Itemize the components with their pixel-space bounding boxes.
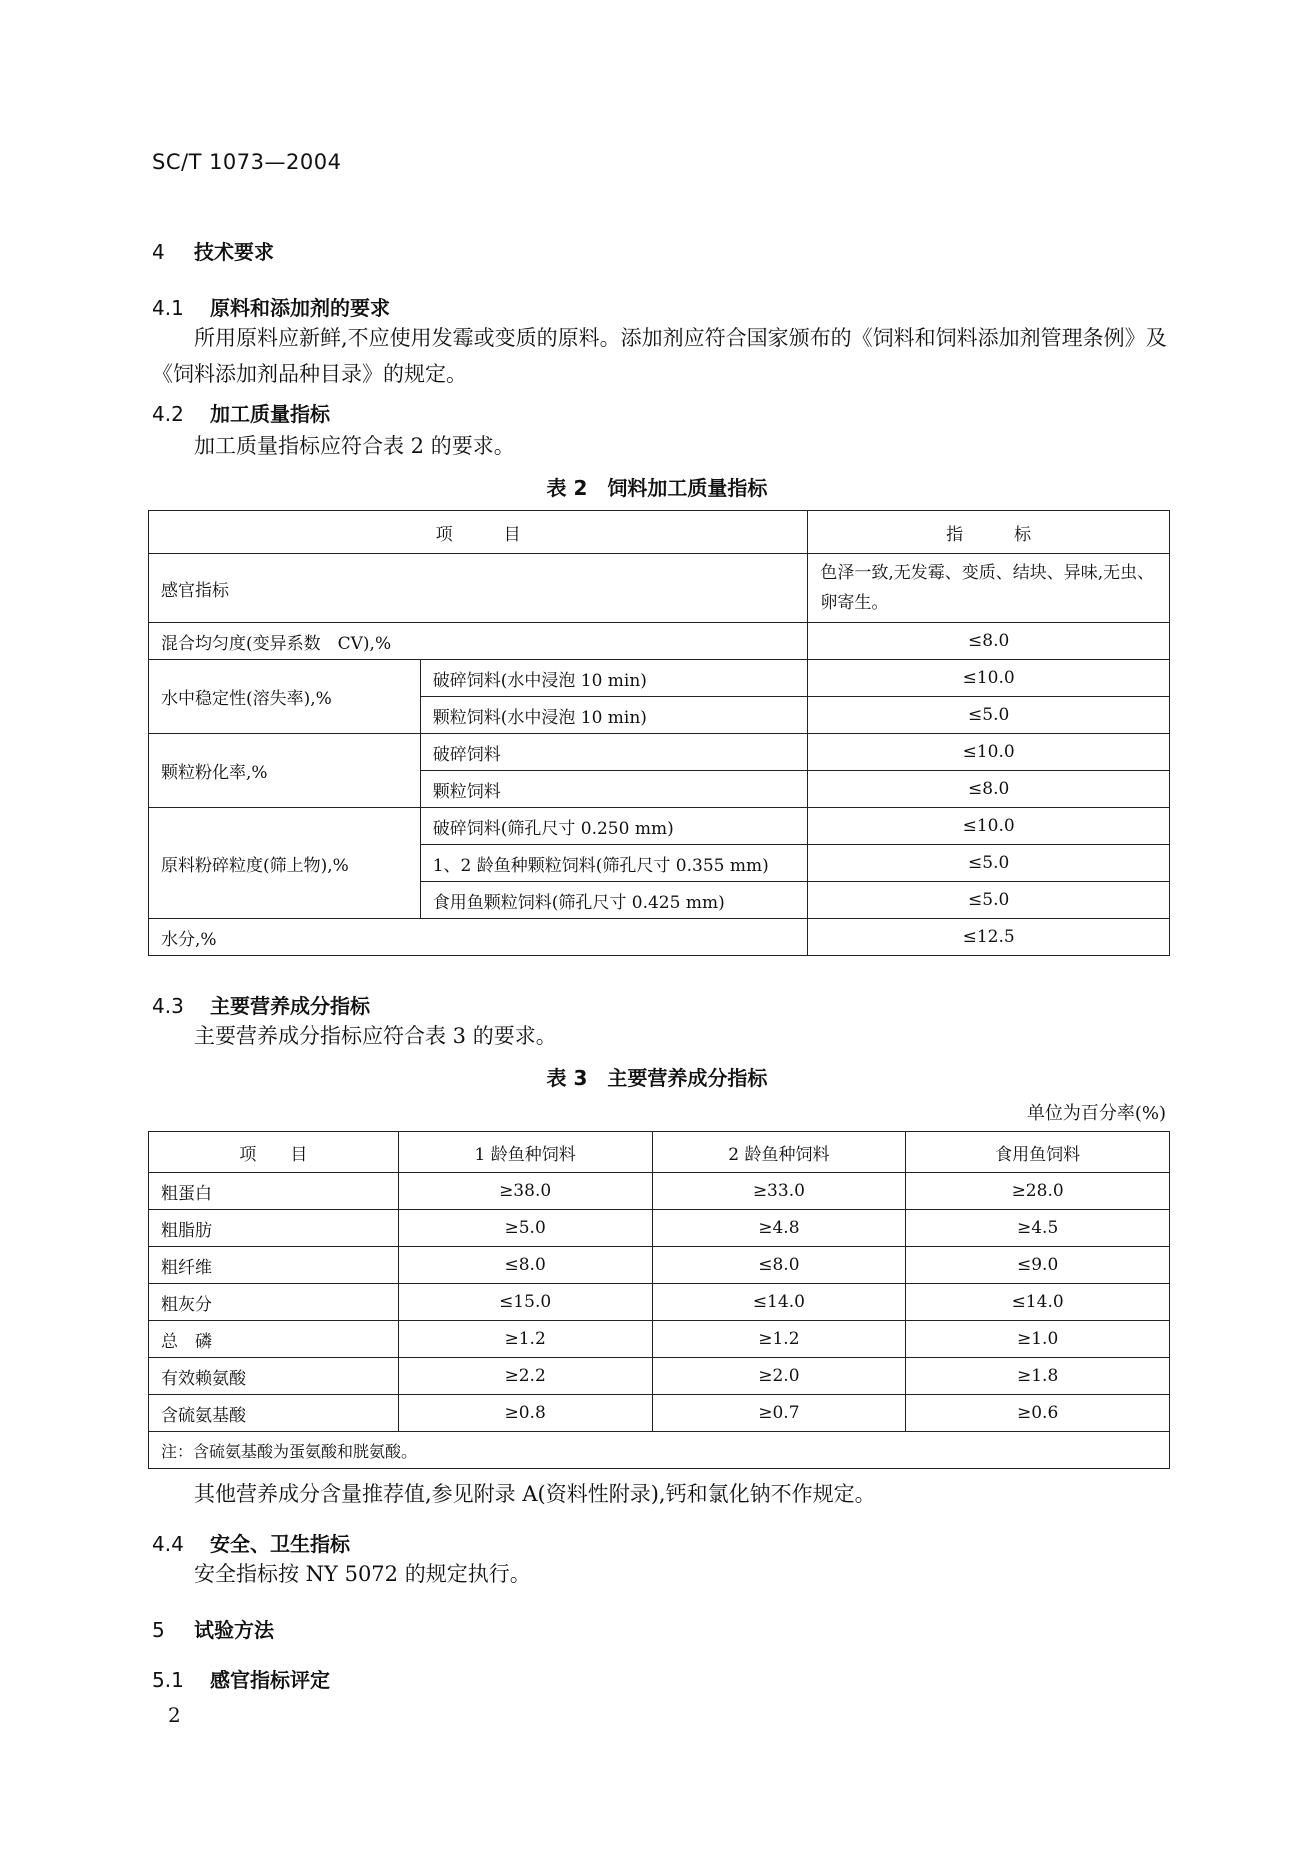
row-value: ≤8.0 (808, 771, 1170, 808)
section-title: 感官指标评定 (210, 1668, 330, 1692)
table-row (149, 1321, 1170, 1358)
row-value: ≤15.0 (398, 1284, 652, 1321)
row-label: 水分,% (149, 919, 808, 956)
row-label: 原料粉碎粒度(筛上物),% (149, 808, 421, 919)
row-value: ≤8.0 (652, 1247, 906, 1284)
row-value: ≤14.0 (652, 1284, 906, 1321)
header-cell: 项 目 (149, 1132, 399, 1173)
header-index: 指 标 (808, 511, 1170, 554)
section-title: 主要营养成分指标 (210, 994, 370, 1018)
table-row (149, 1173, 1170, 1210)
row-value: ≤8.0 (398, 1247, 652, 1284)
row-label: 含硫氨基酸 (149, 1395, 399, 1432)
table-row (149, 1358, 1170, 1395)
section-title: 技术要求 (194, 240, 274, 264)
row-label: 有效赖氨酸 (149, 1358, 399, 1395)
section-title: 试验方法 (194, 1618, 274, 1642)
row-value: ≥1.2 (652, 1321, 906, 1358)
section-4-1-heading (152, 292, 390, 321)
table-row (149, 554, 1170, 623)
table-row (149, 1210, 1170, 1247)
row-label: 粗蛋白 (149, 1173, 399, 1210)
section-5-1-heading (152, 1664, 330, 1693)
row-value: ≥2.2 (398, 1358, 652, 1395)
row-label: 水中稳定性(溶失率),% (149, 660, 421, 734)
header-cell: 1 龄鱼种饲料 (398, 1132, 652, 1173)
section-title: 原料和添加剂的要求 (210, 296, 390, 320)
row-value: ≥38.0 (398, 1173, 652, 1210)
table-2 (148, 510, 1170, 956)
table-row (149, 660, 1170, 697)
table-note: 注：含硫氨基酸为蛋氨酸和胱氨酸。 (149, 1432, 1170, 1469)
row-value: ≥0.6 (906, 1395, 1170, 1432)
row-value: ≥4.5 (906, 1210, 1170, 1247)
row-label: 感官指标 (149, 554, 808, 623)
row-label: 混合均匀度(变异系数 CV),% (149, 623, 808, 660)
row-sub-label: 破碎饲料(水中浸泡 10 min) (420, 660, 808, 697)
table-note-row (149, 1432, 1170, 1469)
table-row (149, 1247, 1170, 1284)
row-value: ≤5.0 (808, 845, 1170, 882)
row-value: ≤10.0 (808, 808, 1170, 845)
row-label: 粗灰分 (149, 1284, 399, 1321)
row-label: 颗粒粉化率,% (149, 734, 421, 808)
header-cell: 食用鱼饲料 (906, 1132, 1170, 1173)
row-sub-label: 颗粒饲料 (420, 771, 808, 808)
row-value: ≥0.8 (398, 1395, 652, 1432)
row-sub-label: 颗粒饲料(水中浸泡 10 min) (420, 697, 808, 734)
row-value: ≥1.8 (906, 1358, 1170, 1395)
section-number: 5.1 (152, 1668, 184, 1692)
row-value: ≤9.0 (906, 1247, 1170, 1284)
table-2-caption: 表 2 饲料加工质量指标 (546, 476, 768, 500)
section-4-4-heading (152, 1528, 350, 1557)
section-title: 安全、卫生指标 (210, 1532, 350, 1556)
section-number: 5 (152, 1618, 165, 1642)
row-value: ≤5.0 (808, 697, 1170, 734)
row-value: ≥1.0 (906, 1321, 1170, 1358)
section-number: 4.2 (152, 402, 184, 426)
section-4-4-body: 安全指标按 NY 5072 的规定执行。 (194, 1562, 531, 1586)
header-item: 项 目 (149, 511, 808, 554)
row-value: ≤8.0 (808, 623, 1170, 660)
table-header-row (149, 511, 1170, 554)
row-value: ≤14.0 (906, 1284, 1170, 1321)
row-value: ≥2.0 (652, 1358, 906, 1395)
table-3 (148, 1131, 1170, 1469)
section-number: 4.1 (152, 296, 184, 320)
row-value: ≥0.7 (652, 1395, 906, 1432)
section-number: 4 (152, 240, 165, 264)
section-title: 加工质量指标 (210, 402, 330, 426)
row-value: ≥5.0 (398, 1210, 652, 1247)
section-number: 4.4 (152, 1532, 184, 1556)
row-value: ≥28.0 (906, 1173, 1170, 1210)
section-number: 4.3 (152, 994, 184, 1018)
table-row (149, 919, 1170, 956)
table-row (149, 623, 1170, 660)
section-4-3-heading (152, 990, 370, 1019)
section-4-3-body: 主要营养成分指标应符合表 3 的要求。 (194, 1024, 557, 1048)
row-value: ≤10.0 (808, 660, 1170, 697)
row-sub-label: 破碎饲料(筛孔尺寸 0.250 mm) (420, 808, 808, 845)
row-label: 粗纤维 (149, 1247, 399, 1284)
row-value: ≥4.8 (652, 1210, 906, 1247)
paragraph-after-table-3: 其他营养成分含量推荐值,参见附录 A(资料性附录),钙和氯化钠不作规定。 (194, 1482, 876, 1506)
section-5-heading (152, 1614, 274, 1643)
row-value: ≥1.2 (398, 1321, 652, 1358)
section-4-1-body: 所用原料应新鲜,不应使用发霉或变质的原料。添加剂应符合国家颁布的《饲料和饲料添加剂管理条例》及《饲料添加剂品种目录》的规定。 (152, 326, 1167, 386)
row-sub-label: 食用鱼颗粒饲料(筛孔尺寸 0.425 mm) (420, 882, 808, 919)
page-number: 2 (168, 1703, 181, 1727)
table-header-row (149, 1132, 1170, 1173)
row-value: ≤10.0 (808, 734, 1170, 771)
section-4-2-body: 加工质量指标应符合表 2 的要求。 (194, 434, 515, 458)
row-sub-label: 破碎饲料 (420, 734, 808, 771)
table-3-unit: 单位为百分率(%) (1026, 1103, 1166, 1124)
section-4-heading (152, 236, 274, 265)
standard-code: SC/T 1073—2004 (152, 150, 342, 174)
table-row (149, 1395, 1170, 1432)
row-value: ≥33.0 (652, 1173, 906, 1210)
row-value: 色泽一致,无发霉、变质、结块、异味,无虫、卵寄生。 (808, 554, 1170, 623)
row-value: ≤5.0 (808, 882, 1170, 919)
row-label: 粗脂肪 (149, 1210, 399, 1247)
section-4-2-heading (152, 398, 330, 427)
row-sub-label: 1、2 龄鱼种颗粒饲料(筛孔尺寸 0.355 mm) (420, 845, 808, 882)
row-label: 总 磷 (149, 1321, 399, 1358)
table-3-caption: 表 3 主要营养成分指标 (546, 1066, 768, 1090)
row-value: ≤12.5 (808, 919, 1170, 956)
header-cell: 2 龄鱼种饲料 (652, 1132, 906, 1173)
table-row (149, 808, 1170, 845)
table-row (149, 1284, 1170, 1321)
table-row (149, 734, 1170, 771)
